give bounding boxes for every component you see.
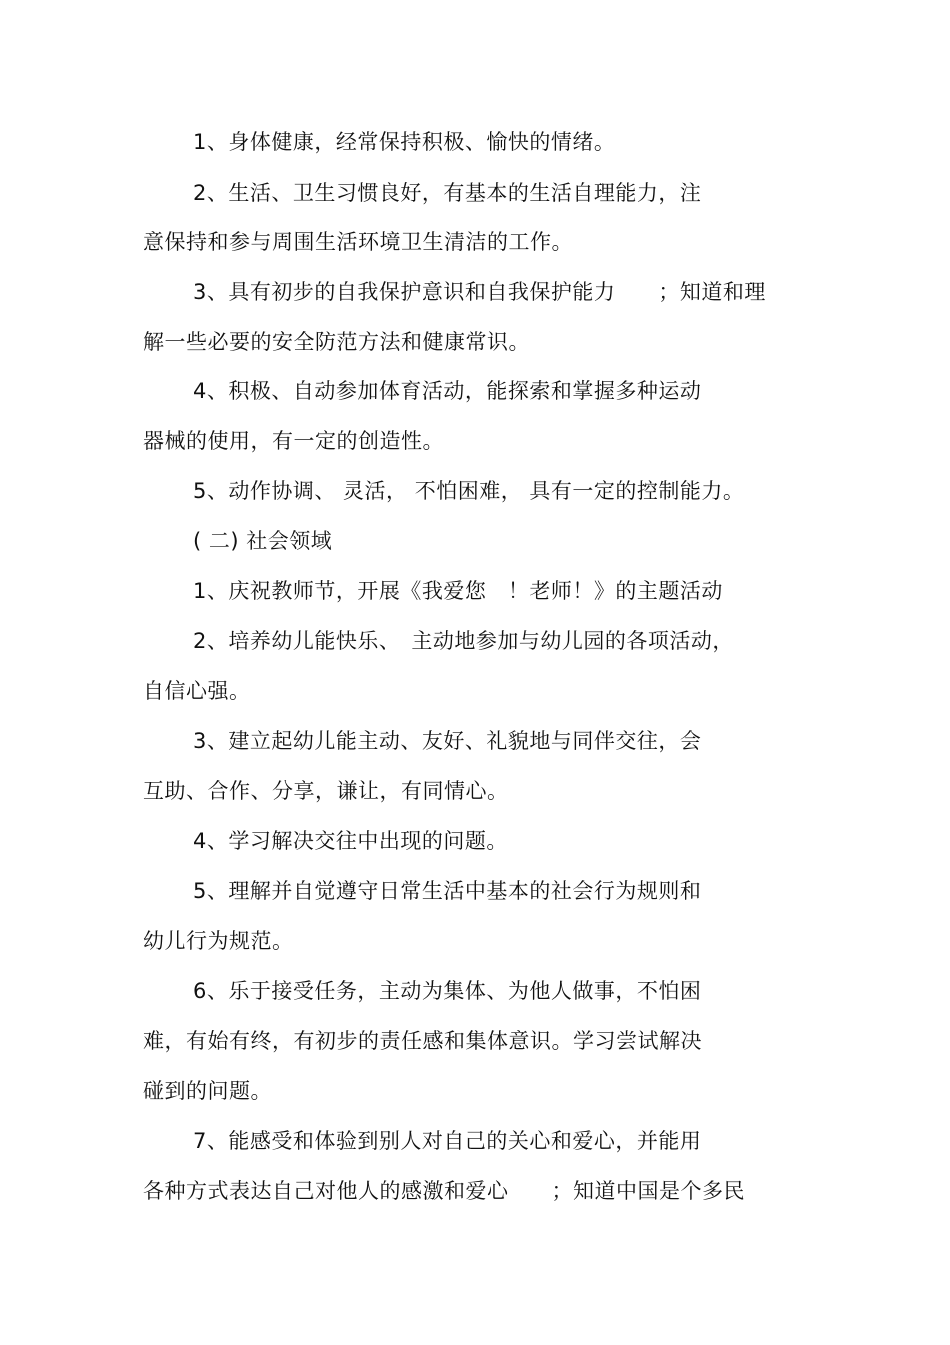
health-item-4-cont: 器械的使用，有一定的创造性。 [143, 429, 444, 453]
health-item-2: 2、生活、卫生习惯良好，有基本的生活自理能力，注 [193, 181, 702, 205]
social-item-7: 7、能感受和体验到别人对自己的关心和爱心，并能用 [193, 1129, 702, 1153]
health-item-4: 4、积极、自动参加体育活动，能探索和掌握多种运动 [193, 379, 702, 403]
health-item-5: 5、动作协调、 灵活， 不怕困难， 具有一定的控制能力。 [193, 479, 745, 503]
social-item-3-cont: 互助、合作、分享，谦让，有同情心。 [143, 779, 509, 803]
social-item-5-cont: 幼儿行为规范。 [143, 929, 294, 953]
social-item-6: 6、乐于接受任务，主动为集体、为他人做事，不怕困 [193, 979, 702, 1003]
social-item-5: 5、理解并自觉遵守日常生活中基本的社会行为规则和 [193, 879, 702, 903]
health-item-1: 1、身体健康，经常保持积极、愉快的情绪。 [193, 130, 616, 154]
section-heading-social: ( 二) 社会领域 [193, 529, 333, 553]
social-item-6-cont-2: 碰到的问题。 [143, 1079, 272, 1103]
social-item-7-cont: 各种方式表达自己对他人的感激和爱心 ；知道中国是个多民 [143, 1179, 745, 1203]
social-item-1: 1、庆祝教师节，开展《我爱您 ！老师！》的主题活动 [193, 579, 723, 603]
health-item-2-cont: 意保持和参与周围生活环境卫生清洁的工作。 [143, 230, 573, 254]
social-item-2-cont: 自信心强。 [143, 679, 251, 703]
social-item-6-cont-1: 难，有始有终，有初步的责任感和集体意识。学习尝试解决 [143, 1029, 702, 1053]
health-item-3: 3、具有初步的自我保护意识和自我保护能力 ；知道和理 [193, 280, 766, 304]
health-item-3-cont: 解一些必要的安全防范方法和健康常识。 [143, 330, 530, 354]
social-item-4: 4、学习解决交往中出现的问题。 [193, 829, 508, 853]
social-item-2: 2、培养幼儿能快乐、 主动地参加与幼儿园的各项活动， [193, 629, 734, 653]
social-item-3: 3、建立起幼儿能主动、友好、礼貌地与同伴交往，会 [193, 729, 702, 753]
